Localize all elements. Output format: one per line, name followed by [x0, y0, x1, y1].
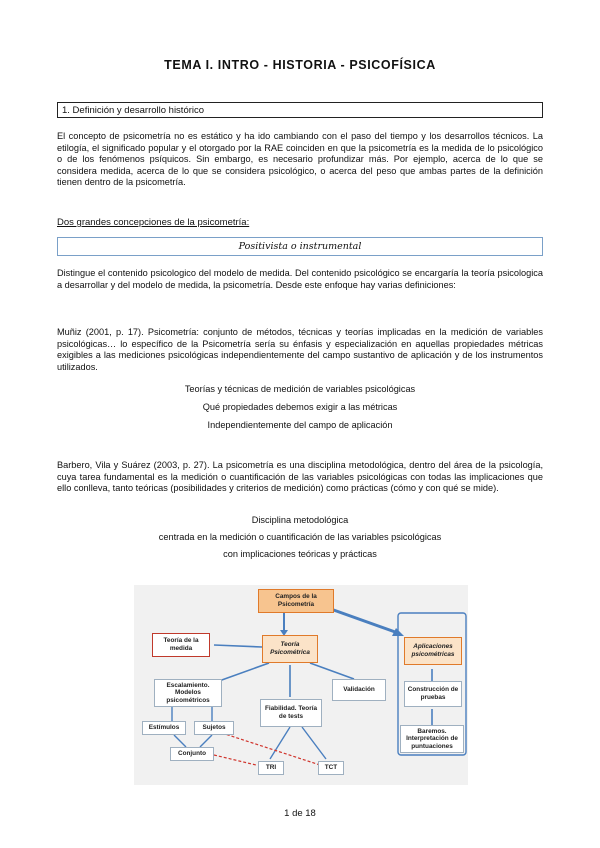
- section-heading: 1. Definición y desarrollo histórico: [57, 102, 543, 118]
- barbero-point: con implicaciones teóricas y prácticas: [223, 549, 377, 559]
- psychometrics-diagram: [134, 585, 468, 785]
- node-baremos: Baremos. Interpretación de puntuaciones: [400, 725, 464, 753]
- node-sujetos: Sujetos: [194, 721, 234, 735]
- node-tri: TRI: [258, 761, 284, 775]
- node-teoria-medida: Teoría de la medida: [152, 633, 210, 657]
- node-construccion: Construcción de pruebas: [404, 681, 462, 707]
- node-validacion: Validación: [332, 679, 386, 701]
- node-aplicaciones: Aplicaciones psicométricas: [404, 637, 462, 665]
- page-title: TEMA I. INTRO - HISTORIA - PSICOFÍSICA: [164, 58, 436, 72]
- barbero-point: Disciplina metodológica: [251, 515, 349, 525]
- muniz-point: Teorías y técnicas de medición de variables psicológicas: [184, 384, 416, 394]
- node-tct: TCT: [318, 761, 344, 775]
- node-teoria-psicometrica: Teoría Psicométrica: [262, 635, 318, 663]
- page-number: 1 de 18: [284, 808, 316, 819]
- muniz-point: Independientemente del campo de aplicación: [207, 420, 393, 430]
- distingue-paragraph: Distingue el contenido psicologico del modelo de medida. Del contenido psicológico se encargaría la teoría psicologica a desarrollar y del modelo de medida, la psicometría. Desde este enfoque hay varias definiciones:: [57, 268, 543, 290]
- barbero-point: centrada en la medición o cuantificación de las variables psicológicas: [158, 532, 442, 542]
- muniz-paragraph: Muñiz (2001, p. 17). Psicometría: conjunto de métodos, técnicas y teorías implicadas en la medición de variables psicológicas… lo específico de la Psicometría sería su énfasis y especialización en aquellas propiedades métricas exigibles a las mediciones psicológicas independientemente del campo sustantivo de aplicación y de los instrumentos utilizados.: [57, 327, 543, 372]
- node-estimulos: Estímulos: [142, 721, 186, 735]
- node-fiabilidad: Fiabilidad. Teoría de tests: [260, 699, 322, 727]
- concept-box: Positivista o instrumental: [57, 237, 543, 256]
- node-campos: Campos de la Psicometría: [258, 589, 334, 613]
- node-conjunto: Conjunto: [170, 747, 214, 761]
- muniz-point: Qué propiedades debemos exigir a las métricas: [202, 402, 398, 412]
- node-escalamiento: Escalamiento. Modelos psicométricos: [154, 679, 222, 707]
- subheading: Dos grandes concepciones de la psicometría:: [57, 217, 250, 228]
- barbero-paragraph: Barbero, Vila y Suárez (2003, p. 27). La psicometría es una disciplina metodológica, dentro del área de la psicología, cuya tarea fundamental es la medición o cuantificación de las variables psicológicas con todas las implicaciones que ello conlleva, tanto teóricas (posibilidades y criterios de medición) como prácticas (cómo y con qué se mide).: [57, 460, 543, 494]
- intro-paragraph: El concepto de psicometría no es estático y ha ido cambiando con el paso del tiempo y los desarrollos técnicos. La etilogía, el significado popular y el otorgado por la RAE coinciden en que la psicometría es la medida de lo psicológico o de los fenómenos psíquicos. Sin embargo, es necesario profundizar más. Por ejemplo, acerca de lo que se considera medida, acerca de lo que se considera psicológico, o acerca del peso que ambas partes de la definición tienen dentro de la psicometría.: [57, 131, 543, 188]
